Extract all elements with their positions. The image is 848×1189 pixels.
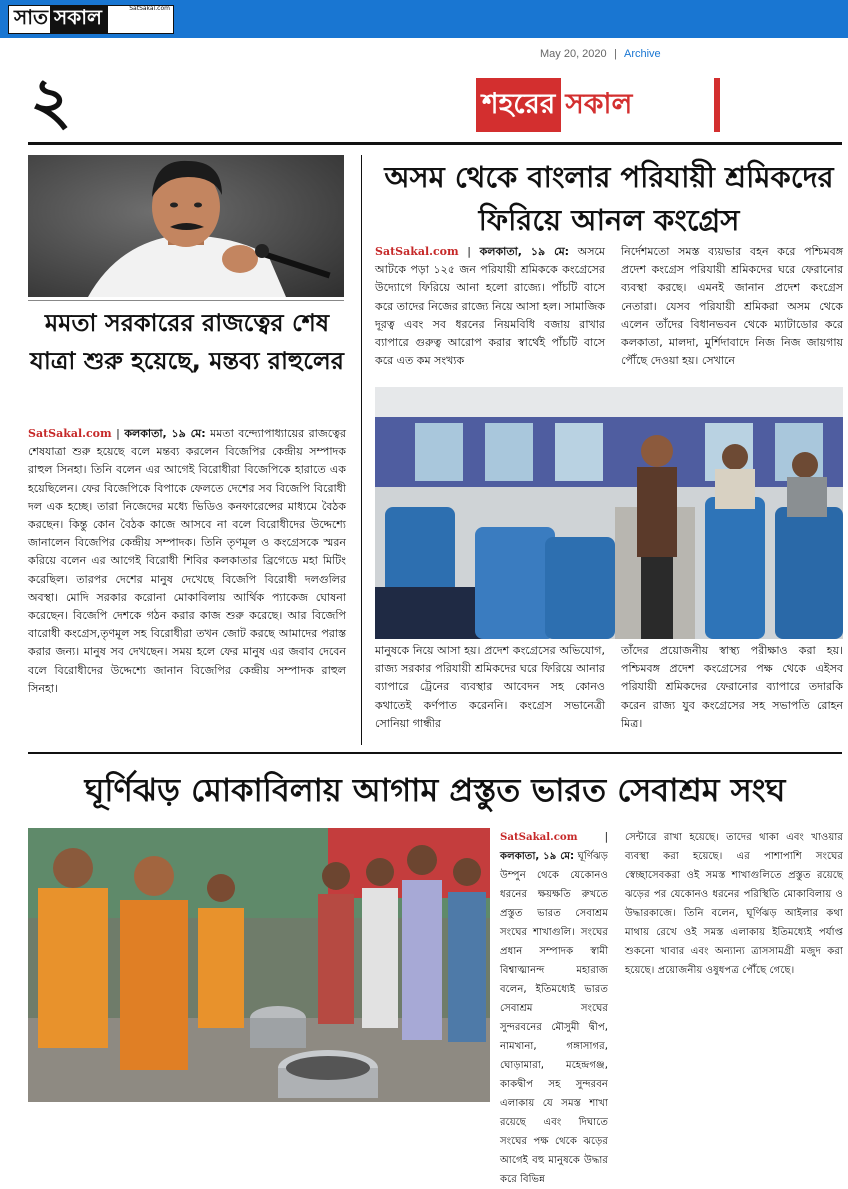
article-left-photo [28,155,344,297]
relief-kitchen-photo [28,828,490,1102]
column-divider [361,155,362,745]
left-photo-rule [28,300,344,301]
article-bottom-photo [28,828,490,1102]
article-right-col2-bottom: তাঁদের প্রয়োজনীয় স্বাস্থ্য পরীক্ষাও করা হয়। পশ্চিমবঙ্গ প্রদেশ কংগ্রেসের পক্ষ থেকে এইসব পরিযায়ী শ্রমিকদের ফেরানোর ব্যাপারে তদারকি করেন রাজ্য যুব কংগ্রেসের সহ সভাপতি রোহন মিত্র। [621,644,843,730]
article-bottom-location: কলকাতা, ১৯ মে: [500,851,575,862]
dateline-divider: | [116,427,125,440]
article-left-source[interactable]: SatSakal.com [28,427,112,440]
article-left-body [28,425,346,735]
section-badge [476,78,720,132]
edition-date: May 20, 2020 [540,48,607,60]
article-bottom-source[interactable]: SatSakal.com [500,831,578,843]
meta-separator: | [614,48,617,60]
article-bottom-col1 [500,828,608,1185]
bus-interior-photo [375,387,843,639]
dateline-divider: | [604,832,608,843]
article-right-col1-top [375,243,605,383]
article-left-headline[interactable]: মমতা সরকারের রাজত্বের শেষ যাত্রা শুরু হয়েছে, মন্তব্য রাহুলের [30,309,344,375]
article-right-col1-top-text: অসমে আটকে পড়া ১২৫ জন পরিযায়ী শ্রমিককে কংগ্রেসের উদ্যোগে ফিরিয়ে আনা হলো রাজ্যে। পাঁচটি বাসে করে তাদের নিজের রাজ্যে নিয়ে আসা হল। সামাজিক দূরত্ব এবং সব ধরনের নিয়মবিধি বজায় রাখার ব্যাপারে গুরুত্ব আরোপ করার স্বার্থেই পাঁচটি বাসে করে এত কম সংখ্যক [375,245,606,368]
article-left-text: মমতা বন্দ্যোপাধ্যায়ের রাজত্বের শেষযাত্রা শুরু হয়েছে বলে মন্তব্য করলেন বিজেপির কেন্দ্রীয় সম্পাদক রাহুল সিনহা। তিনি বলেন এর আগেই বিরোধীরা বিজেপিকে হারাতে এক হয়েছিলেন। ফের বিজেপিকে বিপাকে ফেলতে দেশের সব বিজেপি বিরোধী দল এক হচ্ছে। তারা নিজেদের মধ্যে ভিডিও কনফারেন্সের মাধ্যমে বৈঠক করছেন। কিন্তু কোন বৈঠক কাজে আসবে না বলে বিরোধীদের উদ্দেশ্যে জানালেন বিজেপির কেন্দ্রীয় সম্পাদক। তিনি তৃণমূল ও কংগ্রেসকে স্মরন করিয়ে বলেন এর আগেই বিরোধী শিবির কলকাতার ব্রিগেডে মহা মিটিং করেছিল। তারপর দেশের মানুষ দেখেছে বিজেপি বিরোধী দলগুলির অবস্থা। মোদি সরকার করোনা মোকাবিলায় আর্থিক প্যাকেজ ঘোষনা করেছেন। বিজেপি দেশকে গঠন করার কাজ শুরু করেছে। আর বিজেপি বারোধী কংগ্রেস,তৃণমূল সহ বিরোধীরা তখন জোট করছে আমাদের পরাস্ত করার জন্য। মানুষ সব দেখছেন। সময় হলে ফের মানুষ এর জবাব দেবেন বলে বিরোধীদের উদ্দেশ্যে জানান বিজেপির কেন্দ্রীয় সম্পাদক রাহুল সিনহা। [28,427,346,695]
bottom-article-rule [28,752,842,754]
header-rule [28,142,842,145]
article-right-headline[interactable]: অসম থেকে বাংলার পরিযায়ী শ্রমিকদের ফিরিয়ে আনল কংগ্রেস [384,160,834,237]
logo-small-url: SatSakal.com [129,5,170,12]
dateline-divider: | [467,245,480,258]
article-bottom-col1-text: ঘূর্ণিঝড় উম্পুন থেকে যেকোনও ধরনের ক্ষয়ক্ষতি রুখতে প্রস্তুত ভারত সেবাশ্রম সংঘের শাখাগুলি। সংঘের প্রধান সম্পাদক স্বামী বিশ্বাত্মানন্দ মহারাজ বলেন, ইতিমধ্যেই ভারত সেবাশ্রম সংঘের সুন্দরবনের মৌসুমী দ্বীপ, নামখানা, গঙ্গাসাগর, ঘোড়ামারা, মহেন্দ্রগঞ্জ, কাকদ্বীপ সহ সুন্দরবন এলাকায় যে সমস্ত শাখা রয়েছে এবং দিঘাতে সংঘের পক্ষ থেকে ঝড়ের আগেই বহু মানুষকে উদ্ধার করে বিভিন্ন [500,851,608,1185]
archive-link[interactable]: Archive [624,48,661,60]
article-bottom-col2: সেন্টারে রাখা হয়েছে। তাদের থাকা এবং খাওয়ার ব্যবস্থা করা হয়েছে। এর পাশাপাশি সংঘের স্বেচ্ছাসেবকরা ওই সমস্ত শাখাগুলিতে প্রস্তুত রয়েছে ঝড়ের পর যেকোনও ধরনের পরিস্থিতি মোকাবিলায় ও উদ্ধারকাজে। তিনি বলেন, ঘূর্ণিঝড় আইলার কথা মাথায় রেখে ওই সমস্ত এলাকায় ইতিমধ্যেই পর্যাপ্ত শুকনো খাবার এবং অন্যান্য ত্রাসসামগ্রী মজুদ করা হয়েছে। প্রয়োজনীয় ওষুধপত্র পৌঁছে গেছে। [625,832,843,976]
site-logo[interactable] [8,5,174,34]
logo-text-part1: সাত [14,5,49,29]
article-right-photo [375,387,843,639]
article-bottom-headline[interactable]: ঘূর্ণিঝড় মোকাবিলায় আগাম প্রস্তুত ভারত সেবাশ্রম সংঘ [84,771,786,809]
portrait-photo [28,155,344,297]
page-number: ২ [30,65,72,139]
article-right-location: কলকাতা, ১৯ মে: [479,245,570,258]
logo-text-part2: সকাল [50,6,108,33]
article-right-col2-top: নির্দেশমতো সমস্ত ব্যয়ভার বহন করে পশ্চিমবঙ্গ প্রদেশ কংগ্রেস পরিযায়ী শ্রমিকদের ঘরে ফেরানোর ব্যবস্থা করছে। এমনই জানান প্রদেশ কংগ্রেস নেতারা। যেসব পরিযায়ী শ্রমিকরা অসম থেকে এলেন তাঁদের বিধানভবন থেকে ম্যাটাডোর করে কলকাতা, মালদা, মুর্শিদাবাদে নিজ নিজ জায়গায় পৌঁছে দেওয়া হয়। সেখানে [621,245,843,368]
section-label-part2: সকাল [565,86,633,120]
section-label-part1: শহরের [476,78,561,132]
article-right-source[interactable]: SatSakal.com [375,245,459,258]
article-right-col1-bottom: মানুষকে নিয়ে আসা হয়। প্রদেশ কংগ্রেসের অভিযোগ, রাজ্য সরকার পরিযায়ী শ্রমিকদের ঘরে ফিরিয়ে আনার ব্যাপারে ট্রেনের ব্যবস্থার আবেদন সহ কোনও কথাতেই কর্ণপাত করেননি। কংগ্রেস সভানেত্রী সোনিয়া গান্ধীর [375,644,605,730]
site-header-bar [0,0,848,38]
article-left-location: কলকাতা, ১৯ মে: [124,427,206,440]
